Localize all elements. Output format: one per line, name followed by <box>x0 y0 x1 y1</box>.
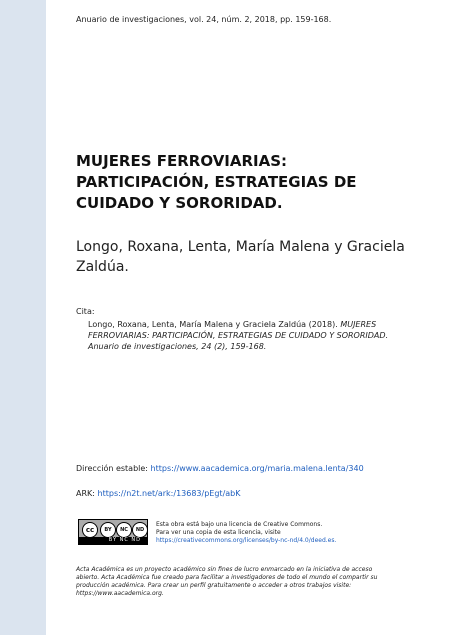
document-page <box>46 0 450 635</box>
left-margin-band <box>0 0 46 635</box>
citation-plain: Longo, Roxana, Lenta, María Malena y Graciela Zaldúa (2018). <box>88 320 341 329</box>
citation-text <box>88 319 408 352</box>
nc-icon: NC <box>116 522 132 538</box>
by-icon: BY <box>100 522 116 538</box>
citation-italic: MUJERES FERROVIARIAS: PARTICIPACIÓN, ESTRATEGIAS DE CUIDADO Y SORORIDAD. Anuario de investigaciones, 24 (2), 159-168. <box>88 320 389 351</box>
cc-icon: cc <box>82 522 98 538</box>
document-title: MUJERES FERROVIARIAS: PARTICIPACIÓN, ESTRATEGIAS DE CUIDADO Y SORORIDAD. <box>76 152 357 212</box>
stable-address-label: Dirección estable: <box>76 464 151 473</box>
footer-note: Acta Académica es un proyecto académico sin fines de lucro enmarcado en la iniciativa de acceso abierto. Acta Académica fue creado para facilitar a investigadores de todo el mundo el compartir su producción académica. Para crear un perfil gratuitamente o acceder a otros trabajos visite: https://www.aacademica.org. <box>76 566 378 597</box>
journal-reference: Anuario de investigaciones, vol. 24, núm. 2, 2018, pp. 159-168. <box>76 15 332 24</box>
stable-address <box>76 464 364 473</box>
ark-label: ARK: <box>76 489 98 498</box>
badge-strip: BY NC ND <box>79 537 147 544</box>
ark-link[interactable]: https://n2t.net/ark:/13683/pEgt/abK <box>97 489 241 498</box>
stable-address-link[interactable]: https://www.aacademica.org/maria.malena.lenta/340 <box>150 464 364 473</box>
license-text <box>156 521 416 545</box>
license-block <box>78 519 418 551</box>
license-link[interactable]: https://creativecommons.org/licenses/by-nc-nd/4.0/deed.es. <box>156 537 337 544</box>
license-line-2: Para ver una copia de esta licencia, visite <box>156 529 281 536</box>
creative-commons-badge-icon[interactable] <box>78 519 148 545</box>
license-line-1: Esta obra está bajo una licencia de Creative Commons. <box>156 521 323 528</box>
nd-icon: ND <box>132 522 148 538</box>
authors: Longo, Roxana, Lenta, María Malena y Graciela Zaldúa. <box>76 239 405 275</box>
ark-identifier <box>76 489 240 498</box>
citation-label: Cita: <box>76 307 95 316</box>
